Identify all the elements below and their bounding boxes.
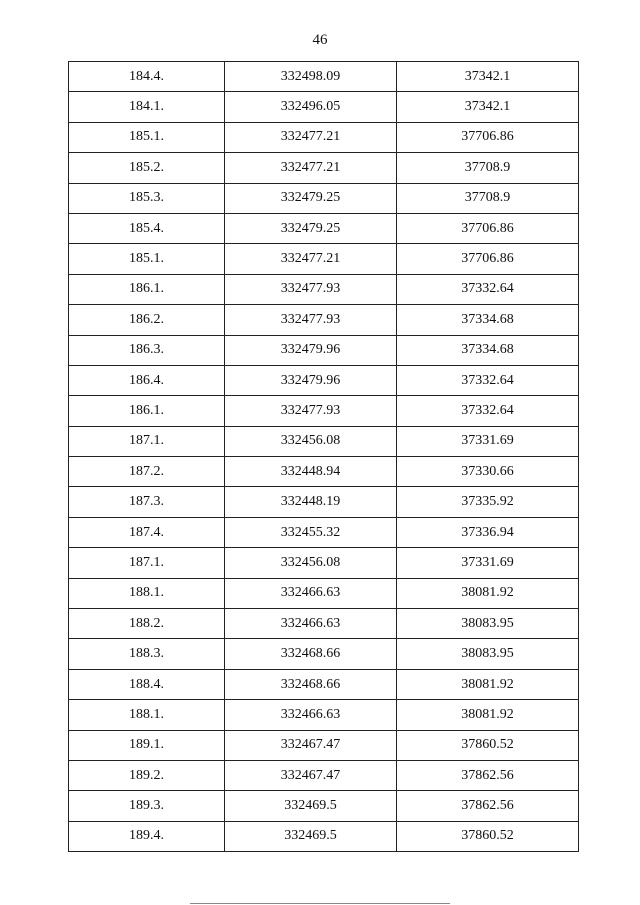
y-coordinate-cell: 37708.9 xyxy=(397,183,579,213)
bottom-rule xyxy=(190,903,450,904)
x-coordinate-cell: 332456.08 xyxy=(225,548,397,578)
table-row xyxy=(69,274,579,304)
point-number-cell: 188.3. xyxy=(69,639,225,669)
table-row xyxy=(69,700,579,730)
point-number-cell: 188.4. xyxy=(69,669,225,699)
point-number-cell: 185.1. xyxy=(69,244,225,274)
y-coordinate-cell: 37330.66 xyxy=(397,457,579,487)
point-number-cell: 186.3. xyxy=(69,335,225,365)
x-coordinate-cell: 332466.63 xyxy=(225,700,397,730)
y-coordinate-cell: 37342.1 xyxy=(397,92,579,122)
table-row xyxy=(69,517,579,547)
table-row xyxy=(69,760,579,790)
y-coordinate-cell: 37332.64 xyxy=(397,274,579,304)
x-coordinate-cell: 332467.47 xyxy=(225,760,397,790)
y-coordinate-cell: 37862.56 xyxy=(397,791,579,821)
y-coordinate-cell: 37706.86 xyxy=(397,122,579,152)
table-row xyxy=(69,791,579,821)
y-coordinate-cell: 37708.9 xyxy=(397,153,579,183)
table-row xyxy=(69,609,579,639)
table-row xyxy=(69,213,579,243)
y-coordinate-cell: 37332.64 xyxy=(397,365,579,395)
y-coordinate-cell: 38083.95 xyxy=(397,639,579,669)
y-coordinate-cell: 38081.92 xyxy=(397,700,579,730)
table-row xyxy=(69,730,579,760)
y-coordinate-cell: 38081.92 xyxy=(397,669,579,699)
point-number-cell: 186.2. xyxy=(69,305,225,335)
y-coordinate-cell: 37336.94 xyxy=(397,517,579,547)
x-coordinate-cell: 332479.96 xyxy=(225,335,397,365)
table-row xyxy=(69,457,579,487)
coordinates-table xyxy=(68,61,579,852)
y-coordinate-cell: 38081.92 xyxy=(397,578,579,608)
x-coordinate-cell: 332477.21 xyxy=(225,122,397,152)
point-number-cell: 188.2. xyxy=(69,609,225,639)
x-coordinate-cell: 332455.32 xyxy=(225,517,397,547)
y-coordinate-cell: 37342.1 xyxy=(397,62,579,92)
point-number-cell: 184.4. xyxy=(69,62,225,92)
x-coordinate-cell: 332448.94 xyxy=(225,457,397,487)
table-row xyxy=(69,396,579,426)
x-coordinate-cell: 332498.09 xyxy=(225,62,397,92)
y-coordinate-cell: 37860.52 xyxy=(397,730,579,760)
y-coordinate-cell: 37332.64 xyxy=(397,396,579,426)
table-row xyxy=(69,62,579,92)
x-coordinate-cell: 332468.66 xyxy=(225,639,397,669)
point-number-cell: 189.1. xyxy=(69,730,225,760)
y-coordinate-cell: 38083.95 xyxy=(397,609,579,639)
x-coordinate-cell: 332469.5 xyxy=(225,821,397,851)
x-coordinate-cell: 332477.21 xyxy=(225,244,397,274)
table-row xyxy=(69,578,579,608)
y-coordinate-cell: 37706.86 xyxy=(397,244,579,274)
point-number-cell: 188.1. xyxy=(69,578,225,608)
x-coordinate-cell: 332477.93 xyxy=(225,396,397,426)
y-coordinate-cell: 37335.92 xyxy=(397,487,579,517)
y-coordinate-cell: 37706.86 xyxy=(397,213,579,243)
point-number-cell: 185.1. xyxy=(69,122,225,152)
y-coordinate-cell: 37862.56 xyxy=(397,760,579,790)
x-coordinate-cell: 332496.05 xyxy=(225,92,397,122)
point-number-cell: 186.1. xyxy=(69,274,225,304)
point-number-cell: 187.1. xyxy=(69,426,225,456)
point-number-cell: 187.1. xyxy=(69,548,225,578)
x-coordinate-cell: 332479.25 xyxy=(225,213,397,243)
point-number-cell: 186.1. xyxy=(69,396,225,426)
x-coordinate-cell: 332477.93 xyxy=(225,305,397,335)
table-row xyxy=(69,821,579,851)
point-number-cell: 187.4. xyxy=(69,517,225,547)
point-number-cell: 184.1. xyxy=(69,92,225,122)
x-coordinate-cell: 332467.47 xyxy=(225,730,397,760)
point-number-cell: 189.3. xyxy=(69,791,225,821)
point-number-cell: 185.2. xyxy=(69,153,225,183)
table-row xyxy=(69,92,579,122)
x-coordinate-cell: 332456.08 xyxy=(225,426,397,456)
x-coordinate-cell: 332477.21 xyxy=(225,153,397,183)
point-number-cell: 189.4. xyxy=(69,821,225,851)
table-row xyxy=(69,669,579,699)
table-row xyxy=(69,426,579,456)
x-coordinate-cell: 332477.93 xyxy=(225,274,397,304)
y-coordinate-cell: 37334.68 xyxy=(397,305,579,335)
point-number-cell: 185.4. xyxy=(69,213,225,243)
point-number-cell: 185.3. xyxy=(69,183,225,213)
page-number: 46 xyxy=(312,32,328,48)
x-coordinate-cell: 332468.66 xyxy=(225,669,397,699)
table-row xyxy=(69,487,579,517)
x-coordinate-cell: 332448.19 xyxy=(225,487,397,517)
coordinates-table-body xyxy=(69,62,579,852)
table-row xyxy=(69,335,579,365)
point-number-cell: 186.4. xyxy=(69,365,225,395)
x-coordinate-cell: 332479.96 xyxy=(225,365,397,395)
table-row xyxy=(69,365,579,395)
y-coordinate-cell: 37331.69 xyxy=(397,426,579,456)
table-row xyxy=(69,183,579,213)
table-row xyxy=(69,548,579,578)
point-number-cell: 187.2. xyxy=(69,457,225,487)
x-coordinate-cell: 332469.5 xyxy=(225,791,397,821)
y-coordinate-cell: 37331.69 xyxy=(397,548,579,578)
table-row xyxy=(69,305,579,335)
y-coordinate-cell: 37334.68 xyxy=(397,335,579,365)
table-row xyxy=(69,153,579,183)
table-row xyxy=(69,122,579,152)
table-row xyxy=(69,244,579,274)
x-coordinate-cell: 332466.63 xyxy=(225,609,397,639)
point-number-cell: 188.1. xyxy=(69,700,225,730)
x-coordinate-cell: 332466.63 xyxy=(225,578,397,608)
table-row xyxy=(69,639,579,669)
y-coordinate-cell: 37860.52 xyxy=(397,821,579,851)
point-number-cell: 187.3. xyxy=(69,487,225,517)
x-coordinate-cell: 332479.25 xyxy=(225,183,397,213)
point-number-cell: 189.2. xyxy=(69,760,225,790)
